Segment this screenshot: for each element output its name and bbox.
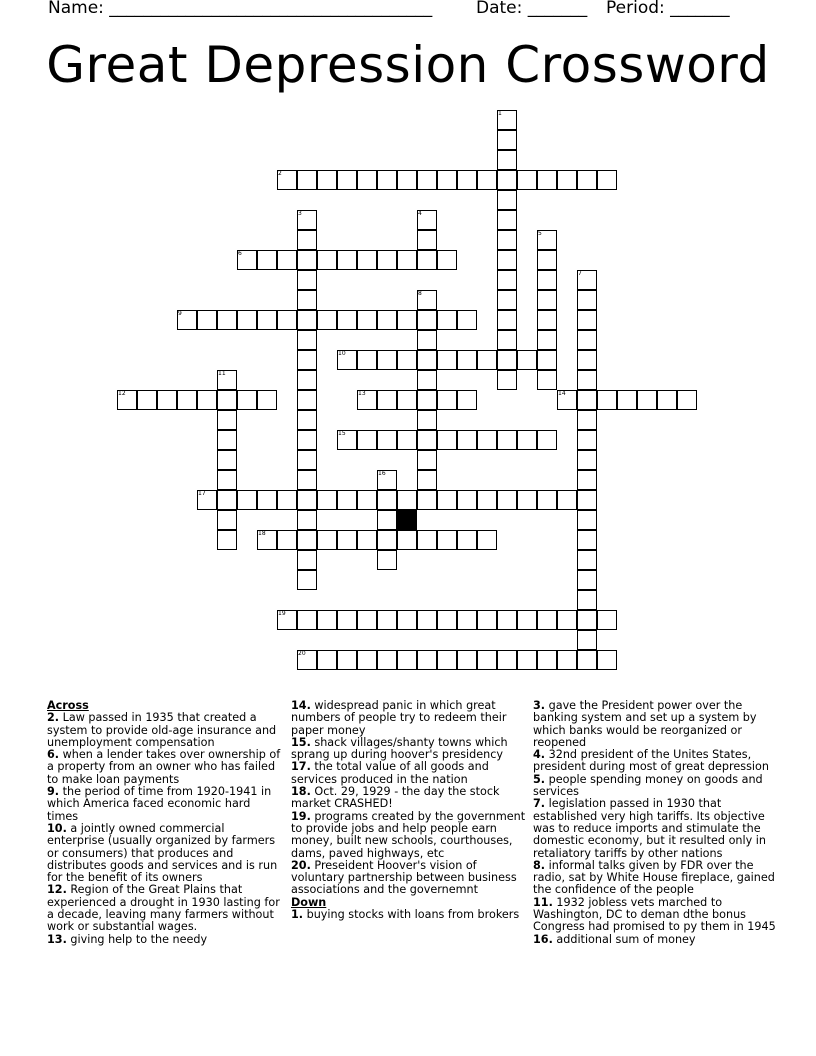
- grid-cell[interactable]: [517, 170, 537, 190]
- grid-cell[interactable]: [317, 650, 337, 670]
- grid-cell[interactable]: [377, 390, 397, 410]
- grid-cell[interactable]: [217, 390, 237, 410]
- grid-cell[interactable]: [377, 170, 397, 190]
- grid-cell[interactable]: [517, 650, 537, 670]
- clue-number: 18: [258, 530, 266, 537]
- clue-across-19: 19. programs created by the government to provide jobs and help people earn money, built new schools, courthouses, dams, paved highways, etc: [291, 809, 526, 860]
- grid-cell[interactable]: [377, 350, 397, 370]
- grid-cell[interactable]: [437, 310, 457, 330]
- clue-across-20: 20. Preseident Hoover's vision of voluntary partnership between business associations and the governemnt: [291, 858, 517, 897]
- grid-cell[interactable]: [537, 370, 557, 390]
- grid-cell[interactable]: [417, 330, 437, 350]
- clue-down-8: 8. informal talks given by FDR over the radio, sat by White House fireplace, gained the confidence of the people: [533, 858, 775, 897]
- grid-cell[interactable]: [577, 510, 597, 530]
- grid-cell[interactable]: [297, 230, 317, 250]
- grid-cell[interactable]: [577, 390, 597, 410]
- grid-cell[interactable]: [457, 310, 477, 330]
- grid-cell[interactable]: [457, 170, 477, 190]
- grid-cell[interactable]: [217, 490, 237, 510]
- grid-cell[interactable]: [297, 430, 317, 450]
- clue-column-3: [533, 700, 783, 946]
- grid-cell[interactable]: [457, 350, 477, 370]
- grid-cell[interactable]: [497, 430, 517, 450]
- grid-cell[interactable]: [277, 310, 297, 330]
- grid-cell[interactable]: [497, 230, 517, 250]
- clue-number: 13: [358, 390, 366, 397]
- grid-cell[interactable]: [317, 610, 337, 630]
- grid-cell[interactable]: [397, 430, 417, 450]
- grid-cell[interactable]: [637, 390, 657, 410]
- grid-cell[interactable]: [337, 250, 357, 270]
- clue-down-1: 1. buying stocks with loans from brokers: [291, 908, 520, 922]
- grid-cell[interactable]: [297, 410, 317, 430]
- grid-cell[interactable]: [457, 530, 477, 550]
- grid-cell[interactable]: [477, 350, 497, 370]
- grid-cell[interactable]: [457, 430, 477, 450]
- grid-cell[interactable]: [537, 430, 557, 450]
- grid-cell[interactable]: [397, 170, 417, 190]
- grid-cell[interactable]: [417, 250, 437, 270]
- clue-across-18: 18. Oct. 29, 1929 - the day the stock market CRASHED!: [291, 785, 500, 811]
- page-title: Great Depression Crossword: [46, 36, 770, 94]
- period-field[interactable]: Period: _______: [606, 0, 730, 18]
- grid-cell[interactable]: [297, 530, 317, 550]
- grid-cell[interactable]: [357, 610, 377, 630]
- grid-cell[interactable]: [537, 270, 557, 290]
- clue-number: 10: [338, 350, 346, 357]
- across-heading: Across: [47, 699, 89, 712]
- grid-cell[interactable]: [577, 530, 597, 550]
- grid-cell[interactable]: [497, 250, 517, 270]
- grid-cell[interactable]: [297, 610, 317, 630]
- grid-cell[interactable]: [677, 390, 697, 410]
- clue-number: 3: [298, 210, 302, 217]
- clue-number: 2: [278, 170, 282, 177]
- grid-cell[interactable]: [417, 430, 437, 450]
- grid-cell[interactable]: [537, 310, 557, 330]
- clue-number: 1: [498, 110, 502, 117]
- grid-cell[interactable]: [217, 470, 237, 490]
- clue-down-7: 7. legislation passed in 1930 that established very high tariffs. Its objective was to reduce imports and stimulate the domestic economy, but it resulted only in retaliatory tariffs by other nations: [533, 797, 766, 860]
- clue-across-10: 10. a jointly owned commercial enterprise (usually organized by farmers or consumers) that produces and distributes goods and services and is run for the benefit of its owners: [47, 821, 278, 885]
- grid-cell[interactable]: [337, 610, 357, 630]
- grid-cell[interactable]: [597, 650, 617, 670]
- grid-cell[interactable]: [497, 350, 517, 370]
- grid-cell[interactable]: [377, 530, 397, 550]
- grid-cell[interactable]: [297, 470, 317, 490]
- grid-cell[interactable]: [317, 530, 337, 550]
- grid-cell[interactable]: [577, 450, 597, 470]
- grid-cell[interactable]: [537, 350, 557, 370]
- grid-cell[interactable]: [217, 530, 237, 550]
- grid-cell[interactable]: [397, 490, 417, 510]
- grid-cell[interactable]: [417, 490, 437, 510]
- grid-cell[interactable]: [397, 610, 417, 630]
- clue-across-9: 9. the period of time from 1920-1941 in which America faced economic hard times: [47, 785, 272, 823]
- grid-cell[interactable]: [397, 310, 417, 330]
- clue-column-2: [291, 700, 527, 921]
- grid-cell[interactable]: [537, 610, 557, 630]
- grid-cell[interactable]: [377, 310, 397, 330]
- grid-cell[interactable]: [337, 310, 357, 330]
- grid-cell[interactable]: [337, 490, 357, 510]
- grid-cell[interactable]: [357, 490, 377, 510]
- grid-cell[interactable]: [297, 330, 317, 350]
- clue-across-2: 2. Law passed in 1935 that created a system to provide old-age insurance and unemployment compensation: [47, 711, 277, 749]
- grid-cell[interactable]: [357, 310, 377, 330]
- clue-number: 7: [578, 270, 582, 277]
- clue-number: 11: [218, 370, 226, 377]
- grid-cell[interactable]: [417, 530, 437, 550]
- grid-cell[interactable]: [497, 490, 517, 510]
- grid-cell[interactable]: [597, 170, 617, 190]
- grid-cell[interactable]: [377, 650, 397, 670]
- grid-cell[interactable]: [577, 430, 597, 450]
- grid-cell[interactable]: [417, 470, 437, 490]
- grid-cell[interactable]: [497, 130, 517, 150]
- grid-cell[interactable]: [477, 430, 497, 450]
- clue-number: 9: [178, 310, 182, 317]
- grid-cell[interactable]: [457, 490, 477, 510]
- grid-cell[interactable]: [577, 490, 597, 510]
- grid-cell[interactable]: [657, 390, 677, 410]
- grid-cell[interactable]: [217, 410, 237, 430]
- clue-across-6: 6. when a lender takes over ownership of a property from an owner who has failed to make loan payments: [47, 748, 281, 786]
- grid-cell[interactable]: [297, 570, 317, 590]
- grid-cell[interactable]: [197, 390, 217, 410]
- grid-cell[interactable]: [377, 430, 397, 450]
- clue-column-1: [47, 700, 283, 946]
- grid-cell[interactable]: [377, 250, 397, 270]
- grid-cell[interactable]: [437, 350, 457, 370]
- clue-down-3: 3. gave the President power over the banking system and set up a system by which banks would be reorganized or reopened: [533, 699, 757, 749]
- grid-cell[interactable]: [357, 250, 377, 270]
- grid-cell[interactable]: [297, 290, 317, 310]
- grid-cell[interactable]: [397, 250, 417, 270]
- grid-cell[interactable]: [357, 530, 377, 550]
- clue-down-4: 4. 32nd president of the Unites States, president during most of great depression: [533, 748, 769, 774]
- grid-cell[interactable]: [477, 490, 497, 510]
- grid-cell[interactable]: [257, 250, 277, 270]
- grid-cell[interactable]: [577, 410, 597, 430]
- grid-cell[interactable]: [517, 490, 537, 510]
- grid-cell[interactable]: [477, 650, 497, 670]
- grid-cell[interactable]: [557, 490, 577, 510]
- grid-cell[interactable]: [337, 650, 357, 670]
- grid-cell[interactable]: [237, 310, 257, 330]
- grid-cell[interactable]: [517, 610, 537, 630]
- grid-cell[interactable]: [597, 610, 617, 630]
- grid-cell[interactable]: [577, 310, 597, 330]
- grid-cell[interactable]: [137, 390, 157, 410]
- grid-cell[interactable]: [577, 570, 597, 590]
- grid-cell[interactable]: [197, 310, 217, 330]
- grid-cell[interactable]: [217, 510, 237, 530]
- grid-cell[interactable]: [437, 650, 457, 670]
- grid-cell[interactable]: [577, 610, 597, 630]
- grid-cell[interactable]: [597, 390, 617, 410]
- grid-cell[interactable]: [497, 650, 517, 670]
- grid-cell[interactable]: [537, 290, 557, 310]
- grid-cell[interactable]: [457, 650, 477, 670]
- black-square: [397, 510, 417, 530]
- grid-cell[interactable]: [217, 310, 237, 330]
- clue-number: 15: [338, 430, 346, 437]
- grid-cell[interactable]: [577, 370, 597, 390]
- grid-cell[interactable]: [557, 170, 577, 190]
- grid-cell[interactable]: [337, 170, 357, 190]
- clue-across-14: 14. widespread panic in which great numbers of people try to redeem their paper money: [291, 699, 507, 737]
- grid-cell[interactable]: [437, 250, 457, 270]
- clue-across-12: 12. Region of the Great Plains that experienced a drought in 1930 lasting for a decade, leaving many farmers without work or substantial wages.: [47, 883, 280, 934]
- clue-number: 14: [558, 390, 566, 397]
- grid-cell[interactable]: [437, 430, 457, 450]
- clue-number: 8: [418, 290, 422, 297]
- grid-cell[interactable]: [557, 650, 577, 670]
- grid-cell[interactable]: [297, 170, 317, 190]
- grid-cell[interactable]: [497, 290, 517, 310]
- grid-cell[interactable]: [417, 410, 437, 430]
- grid-cell[interactable]: [577, 590, 597, 610]
- grid-cell[interactable]: [397, 650, 417, 670]
- clue-number: 12: [118, 390, 126, 397]
- grid-cell[interactable]: [317, 490, 337, 510]
- grid-cell[interactable]: [417, 350, 437, 370]
- grid-cell[interactable]: [217, 430, 237, 450]
- grid-cell[interactable]: [497, 170, 517, 190]
- grid-cell[interactable]: [557, 610, 577, 630]
- grid-cell[interactable]: [297, 550, 317, 570]
- grid-cell[interactable]: [577, 170, 597, 190]
- grid-cell[interactable]: [397, 390, 417, 410]
- grid-cell[interactable]: [577, 630, 597, 650]
- date-field[interactable]: Date: _______: [476, 0, 588, 18]
- grid-cell[interactable]: [237, 490, 257, 510]
- clue-number: 5: [538, 230, 542, 237]
- grid-cell[interactable]: [397, 530, 417, 550]
- down-heading: Down: [291, 895, 327, 909]
- grid-cell[interactable]: [297, 390, 317, 410]
- clue-down-11: 11. 1932 jobless vets marched to Washington, DC to deman dthe bonus Congress had promised to py them in 1945: [533, 895, 776, 934]
- clue-number: 20: [298, 650, 306, 657]
- grid-cell[interactable]: [577, 330, 597, 350]
- grid-cell[interactable]: [577, 350, 597, 370]
- clue-number: 16: [378, 470, 386, 477]
- grid-cell[interactable]: [577, 290, 597, 310]
- clue-number: 6: [238, 250, 242, 257]
- clue-down-5: 5. people spending money on goods and services: [533, 772, 763, 799]
- grid-cell[interactable]: [317, 310, 337, 330]
- grid-cell[interactable]: [297, 450, 317, 470]
- grid-cell[interactable]: [377, 610, 397, 630]
- grid-cell[interactable]: [257, 490, 277, 510]
- clue-across-15: 15. shack villages/shanty towns which sprang up during hoover's presidency: [291, 735, 508, 762]
- grid-cell[interactable]: [337, 530, 357, 550]
- grid-cell[interactable]: [497, 370, 517, 390]
- grid-cell[interactable]: [357, 170, 377, 190]
- grid-cell[interactable]: [417, 170, 437, 190]
- grid-cell[interactable]: [497, 610, 517, 630]
- grid-cell[interactable]: [277, 250, 297, 270]
- grid-cell[interactable]: [257, 390, 277, 410]
- grid-cell[interactable]: [477, 170, 497, 190]
- grid-cell[interactable]: [477, 610, 497, 630]
- grid-cell[interactable]: [537, 490, 557, 510]
- grid-cell[interactable]: [377, 490, 397, 510]
- clue-number: 19: [278, 610, 286, 617]
- grid-cell[interactable]: [397, 350, 417, 370]
- clue-number: 4: [418, 210, 422, 217]
- grid-cell[interactable]: [417, 610, 437, 630]
- clue-across-17: 17. the total value of all goods and services produced in the nation: [291, 760, 489, 786]
- clue-number: 17: [198, 490, 206, 497]
- grid-cell[interactable]: [317, 250, 337, 270]
- grid-cell[interactable]: [497, 270, 517, 290]
- grid-cell[interactable]: [297, 350, 317, 370]
- grid-cell[interactable]: [297, 270, 317, 290]
- clue-across-13: 13. giving help to the needy: [47, 932, 208, 946]
- grid-cell[interactable]: [497, 210, 517, 230]
- grid-cell[interactable]: [417, 310, 437, 330]
- grid-cell[interactable]: [217, 450, 237, 470]
- grid-cell[interactable]: [437, 490, 457, 510]
- grid-cell[interactable]: [297, 490, 317, 510]
- grid-cell[interactable]: [417, 370, 437, 390]
- grid-cell[interactable]: [437, 170, 457, 190]
- grid-cell[interactable]: [417, 230, 437, 250]
- grid-cell[interactable]: [277, 490, 297, 510]
- grid-cell[interactable]: [417, 650, 437, 670]
- grid-cell[interactable]: [357, 350, 377, 370]
- name-field[interactable]: Name: ______________________________________: [48, 0, 433, 18]
- grid-cell[interactable]: [277, 530, 297, 550]
- grid-cell[interactable]: [357, 430, 377, 450]
- grid-cell[interactable]: [417, 450, 437, 470]
- grid-cell[interactable]: [457, 610, 477, 630]
- grid-cell[interactable]: [437, 390, 457, 410]
- grid-cell[interactable]: [497, 310, 517, 330]
- grid-cell[interactable]: [237, 390, 257, 410]
- grid-cell[interactable]: [417, 390, 437, 410]
- grid-cell[interactable]: [317, 170, 337, 190]
- grid-cell[interactable]: [577, 550, 597, 570]
- grid-cell[interactable]: [537, 170, 557, 190]
- grid-cell[interactable]: [497, 330, 517, 350]
- grid-cell[interactable]: [257, 310, 277, 330]
- grid-cell[interactable]: [537, 330, 557, 350]
- grid-cell[interactable]: [297, 250, 317, 270]
- grid-cell[interactable]: [477, 530, 497, 550]
- grid-cell[interactable]: [177, 390, 197, 410]
- clue-down-16: 16. additional sum of money: [533, 932, 696, 946]
- grid-cell[interactable]: [297, 370, 317, 390]
- grid-cell[interactable]: [617, 390, 637, 410]
- grid-cell[interactable]: [437, 530, 457, 550]
- grid-cell[interactable]: [537, 650, 557, 670]
- grid-cell[interactable]: [297, 510, 317, 530]
- grid-cell[interactable]: [497, 150, 517, 170]
- grid-cell[interactable]: [517, 350, 537, 370]
- grid-cell[interactable]: [577, 470, 597, 490]
- grid-cell[interactable]: [517, 430, 537, 450]
- grid-cell[interactable]: [377, 550, 397, 570]
- grid-cell[interactable]: [457, 390, 477, 410]
- grid-cell[interactable]: [157, 390, 177, 410]
- grid-cell[interactable]: [437, 610, 457, 630]
- grid-cell[interactable]: [537, 250, 557, 270]
- grid-cell[interactable]: [377, 510, 397, 530]
- grid-cell[interactable]: [497, 190, 517, 210]
- grid-cell[interactable]: [357, 650, 377, 670]
- grid-cell[interactable]: [297, 310, 317, 330]
- grid-cell[interactable]: [577, 650, 597, 670]
